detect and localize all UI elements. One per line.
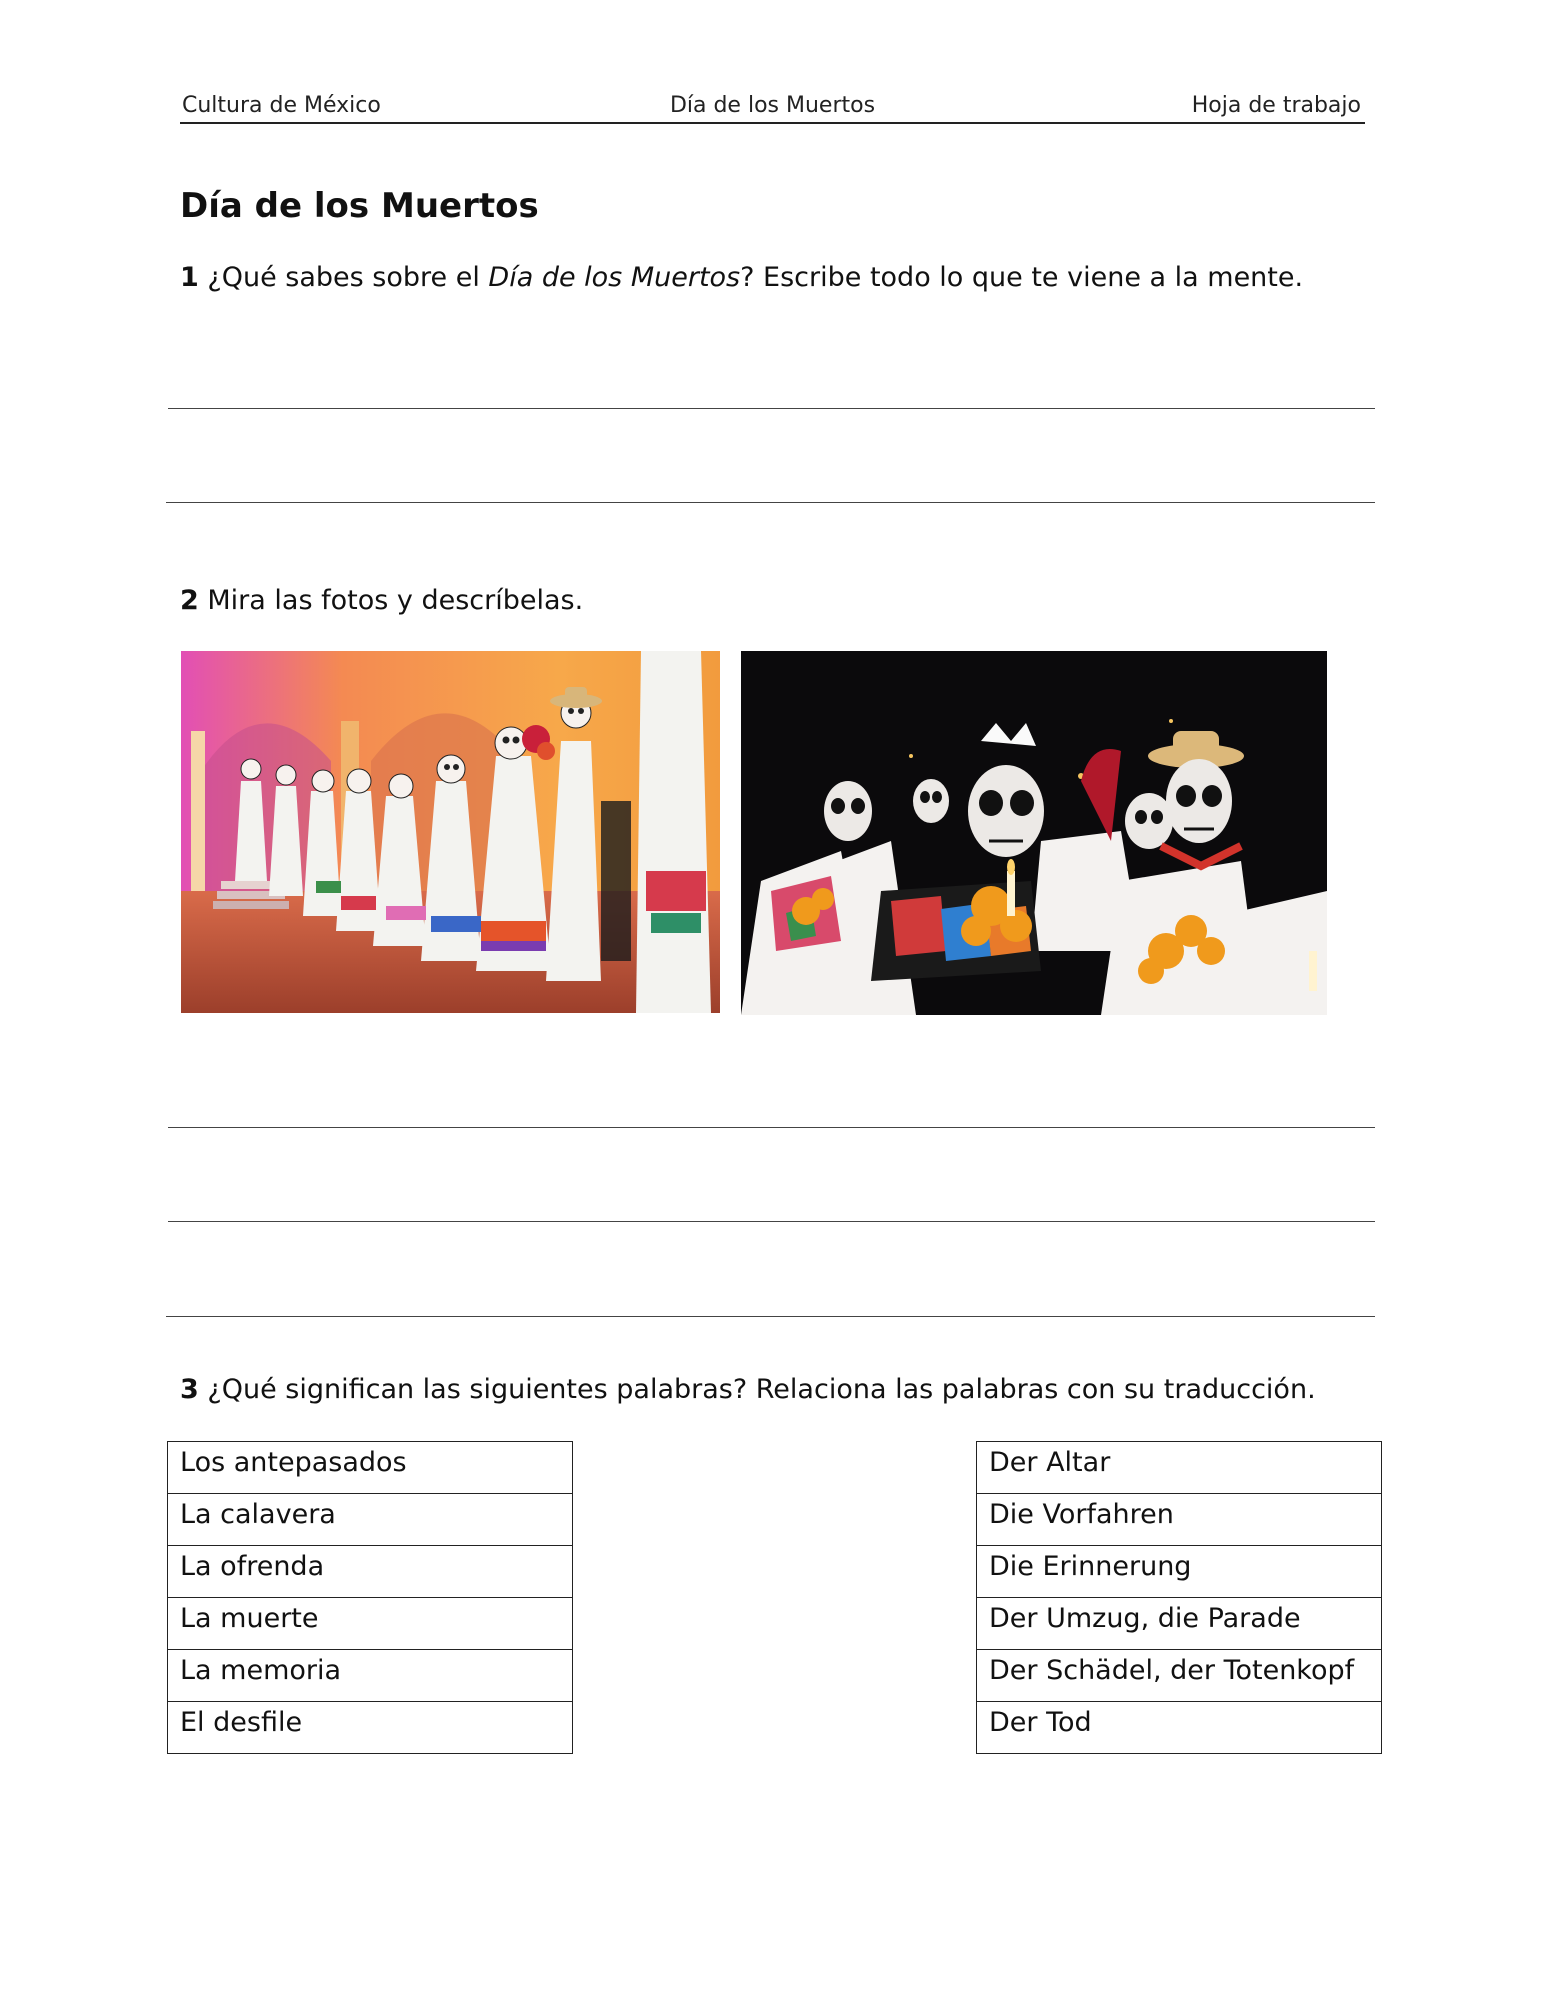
question-2 — [180, 585, 583, 616]
answer-line-1a[interactable] — [168, 408, 1375, 409]
page-title: Día de los Muertos — [180, 186, 539, 226]
vocab-german-cell[interactable]: Die Erinnerung — [977, 1546, 1382, 1598]
vocab-table-spanish — [167, 1441, 573, 1754]
question-3 — [180, 1374, 1316, 1405]
question-1 — [180, 262, 1303, 293]
question-1-italic: Día de los Muertos — [488, 262, 741, 293]
question-1-number: 1 — [180, 262, 199, 293]
header-type: Hoja de trabajo — [1191, 93, 1361, 118]
table-row — [168, 1494, 573, 1546]
vocab-german-cell[interactable]: Die Vorfahren — [977, 1494, 1382, 1546]
vocab-german-cell[interactable]: Der Schädel, der Totenkopf — [977, 1650, 1382, 1702]
vocab-german-cell[interactable]: Der Umzug, die Parade — [977, 1598, 1382, 1650]
vocab-spanish-cell[interactable]: El desfile — [168, 1702, 573, 1754]
vocab-table-german — [976, 1441, 1382, 1754]
table-row — [977, 1494, 1382, 1546]
vocab-spanish-cell[interactable]: La ofrenda — [168, 1546, 573, 1598]
vocab-spanish-cell[interactable]: Los antepasados — [168, 1442, 573, 1494]
photo-night-procession — [741, 651, 1327, 1015]
page-header — [180, 92, 1365, 124]
answer-line-2a[interactable] — [168, 1127, 1375, 1128]
answer-line-1b[interactable] — [166, 502, 1375, 503]
question-2-number: 2 — [180, 585, 199, 616]
table-row — [977, 1650, 1382, 1702]
table-row — [168, 1650, 573, 1702]
vocab-spanish-cell[interactable]: La memoria — [168, 1650, 573, 1702]
table-row — [168, 1546, 573, 1598]
answer-line-2c[interactable] — [166, 1316, 1375, 1317]
question-3-text: ¿Qué significan las siguientes palabras? Relaciona las palabras con su traducción. — [198, 1374, 1316, 1405]
question-2-text: Mira las fotos y descríbelas. — [198, 585, 584, 616]
header-course: Cultura de México — [182, 93, 381, 118]
answer-line-2b[interactable] — [168, 1221, 1375, 1222]
table-row — [977, 1702, 1382, 1754]
table-row — [168, 1598, 573, 1650]
question-1-text-start: ¿Qué sabes sobre el — [198, 262, 489, 293]
header-topic: Día de los Muertos — [669, 93, 876, 118]
photo-stage-procession — [181, 651, 720, 1013]
table-row — [977, 1598, 1382, 1650]
vocab-spanish-cell[interactable]: La muerte — [168, 1598, 573, 1650]
table-row — [168, 1442, 573, 1494]
table-row — [977, 1546, 1382, 1598]
question-3-number: 3 — [180, 1374, 199, 1405]
table-row — [168, 1702, 573, 1754]
vocab-spanish-cell[interactable]: La calavera — [168, 1494, 573, 1546]
vocab-german-cell[interactable]: Der Tod — [977, 1702, 1382, 1754]
table-row — [977, 1442, 1382, 1494]
vocab-german-cell[interactable]: Der Altar — [977, 1442, 1382, 1494]
question-1-text-end: ? Escribe todo lo que te viene a la mente. — [740, 262, 1304, 293]
